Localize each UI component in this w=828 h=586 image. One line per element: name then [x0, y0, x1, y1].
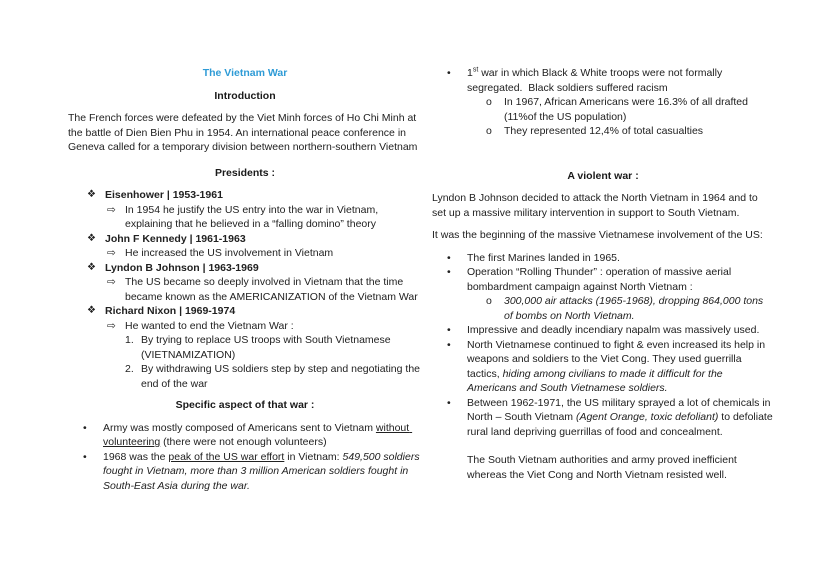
list-item-sub — [432, 294, 774, 323]
list-item — [432, 396, 774, 440]
list-item-president — [68, 232, 422, 247]
section-heading-introduction: Introduction — [214, 89, 276, 102]
dot-bullet-icon: • — [447, 266, 451, 278]
circle-bullet-icon: o — [486, 125, 492, 137]
list-item — [432, 66, 774, 95]
list-item-numbered — [68, 333, 422, 362]
sub-bullet-text: 300,000 air attacks (1965-1968), dropping 864,000 tons of bombs on North Vietnam. — [504, 295, 767, 322]
diamond-bullet-icon: ❖ — [87, 305, 96, 316]
president-note: He increased the US involvement in Vietnam — [125, 247, 334, 259]
list-item — [432, 251, 774, 266]
numbered-text: By trying to replace US troops with South Vietnamese (VIETNAMIZATION) — [141, 334, 394, 361]
diamond-bullet-icon: ❖ — [87, 261, 96, 273]
list-item — [432, 338, 774, 396]
list-item — [68, 450, 422, 494]
bullet-text: 1968 was the peak of the US war effort in Vietnam: 549,500 soldiers fought in Vietnam, more than 3 million American soldiers fought in South-East Asia during the war. — [103, 450, 423, 492]
bullet-text: Between 1962-1971, the US military sprayed a lot of chemicals in North – South Vietnam (Agent Orange, toxic defoliant) to defoliate rural land depriving guerrillas of food and concealment. — [467, 396, 776, 438]
bullet-text: The first Marines landed in 1965. — [467, 251, 620, 264]
list-item — [432, 265, 774, 294]
dot-bullet-icon: • — [447, 324, 451, 336]
violent-war-list — [432, 251, 774, 440]
diamond-bullet-icon: ❖ — [87, 232, 96, 244]
circle-bullet-icon: o — [486, 96, 492, 108]
specific-aspect-list — [68, 421, 422, 494]
doc-title: The Vietnam War — [202, 67, 288, 79]
numbered-text: By withdrawing US soldiers step by step and negotiating the end of the war — [141, 363, 423, 390]
bullet-text: 1st war in which Black & White troops were not formally segregated. Black soldiers suffered racism — [467, 66, 726, 94]
list-item-sub — [432, 95, 774, 124]
bullet-text: Impressive and deadly incendiary napalm was massively used. — [467, 324, 760, 336]
arrow-bullet-icon: ⇨ — [107, 319, 116, 332]
president-note: The US became so deeply involved in Vietnam that the time became known as the AMERICANIZATION of the Vietnam War — [125, 276, 418, 303]
list-item-president — [68, 261, 422, 276]
list-item-president — [68, 304, 422, 319]
list-item — [68, 421, 422, 450]
list-item-president — [68, 188, 422, 203]
president-name: Lyndon B Johnson | 1963-1969 — [105, 261, 259, 274]
violent-war-paragraph-2: It was the beginning of the massive Vietnamese involvement of the US: — [432, 229, 763, 241]
section-heading-presidents: Presidents : — [214, 166, 276, 179]
list-item-note — [68, 203, 422, 232]
list-item-numbered — [68, 362, 422, 391]
dot-bullet-icon: • — [447, 251, 451, 264]
violent-war-paragraph-1: Lyndon B Johnson decided to attack the North Vietnam in 1964 and to set up a massive military intervention in support to South Vietnam. — [432, 192, 761, 219]
list-item-sub — [432, 124, 774, 139]
arrow-bullet-icon: ⇨ — [107, 247, 116, 259]
dot-bullet-icon: • — [83, 421, 87, 434]
list-item-note — [68, 246, 422, 261]
president-note: In 1954 he justify the US entry into the war in Vietnam, explaining that he believed in a “falling domino” theory — [125, 203, 382, 230]
sub-bullet-text: In 1967, African Americans were 16.3% of all drafted (11%of the US population) — [504, 96, 751, 123]
section-heading-violent-war: A violent war : — [567, 169, 639, 182]
dot-bullet-icon: • — [447, 338, 451, 351]
arrow-bullet-icon: ⇨ — [107, 276, 116, 288]
arrow-bullet-icon: ⇨ — [107, 203, 116, 216]
dot-bullet-icon: • — [83, 450, 87, 463]
right-column — [432, 66, 774, 482]
circle-bullet-icon: o — [486, 295, 492, 307]
bullet-text: Operation “Rolling Thunder” : operation of massive aerial bombardment campaign against North Vietnam : — [467, 266, 735, 293]
closing-paragraph: The South Vietnam authorities and army proved inefficient whereas the Viet Cong and North Vietnam resisted well. — [467, 454, 740, 481]
bullet-text: North Vietnamese continued to fight & even increased its help in weapons and soldiers to the Viet Cong. They used guerrilla tactics, hiding among civilians to made it difficult for the Americans and South Vietnamese soldiers. — [467, 338, 768, 394]
list-item-note — [68, 319, 422, 334]
sub-bullet-text: They represented 12,4% of total casualties — [504, 125, 704, 137]
number-marker: 2. — [125, 363, 134, 375]
presidents-list — [68, 188, 422, 391]
section-heading-specific-aspect: Specific aspect of that war : — [175, 399, 315, 411]
intro-paragraph: The French forces were defeated by the Viet Minh forces of Ho Chi Minh at the battle of Dien Bien Phu in 1954. An international peace conference in Geneva called for a temporary division between northern-southern Vietnam — [68, 112, 420, 153]
segregation-list — [432, 66, 774, 139]
number-marker: 1. — [125, 334, 134, 346]
list-item — [432, 323, 774, 338]
left-column — [68, 66, 422, 500]
dot-bullet-icon: • — [447, 67, 451, 79]
dot-bullet-icon: • — [447, 396, 451, 409]
president-note: He wanted to end the Vietnam War : — [125, 319, 294, 332]
bullet-text: Army was mostly composed of Americans sent to Vietnam without volunteering (there were not enough volunteers) — [103, 421, 413, 448]
president-name: John F Kennedy | 1961-1963 — [105, 232, 246, 245]
president-name: Richard Nixon | 1969-1974 — [105, 305, 236, 317]
diamond-bullet-icon: ❖ — [87, 189, 96, 200]
president-name: Eisenhower | 1953-1961 — [105, 189, 223, 201]
list-item-note — [68, 275, 422, 304]
